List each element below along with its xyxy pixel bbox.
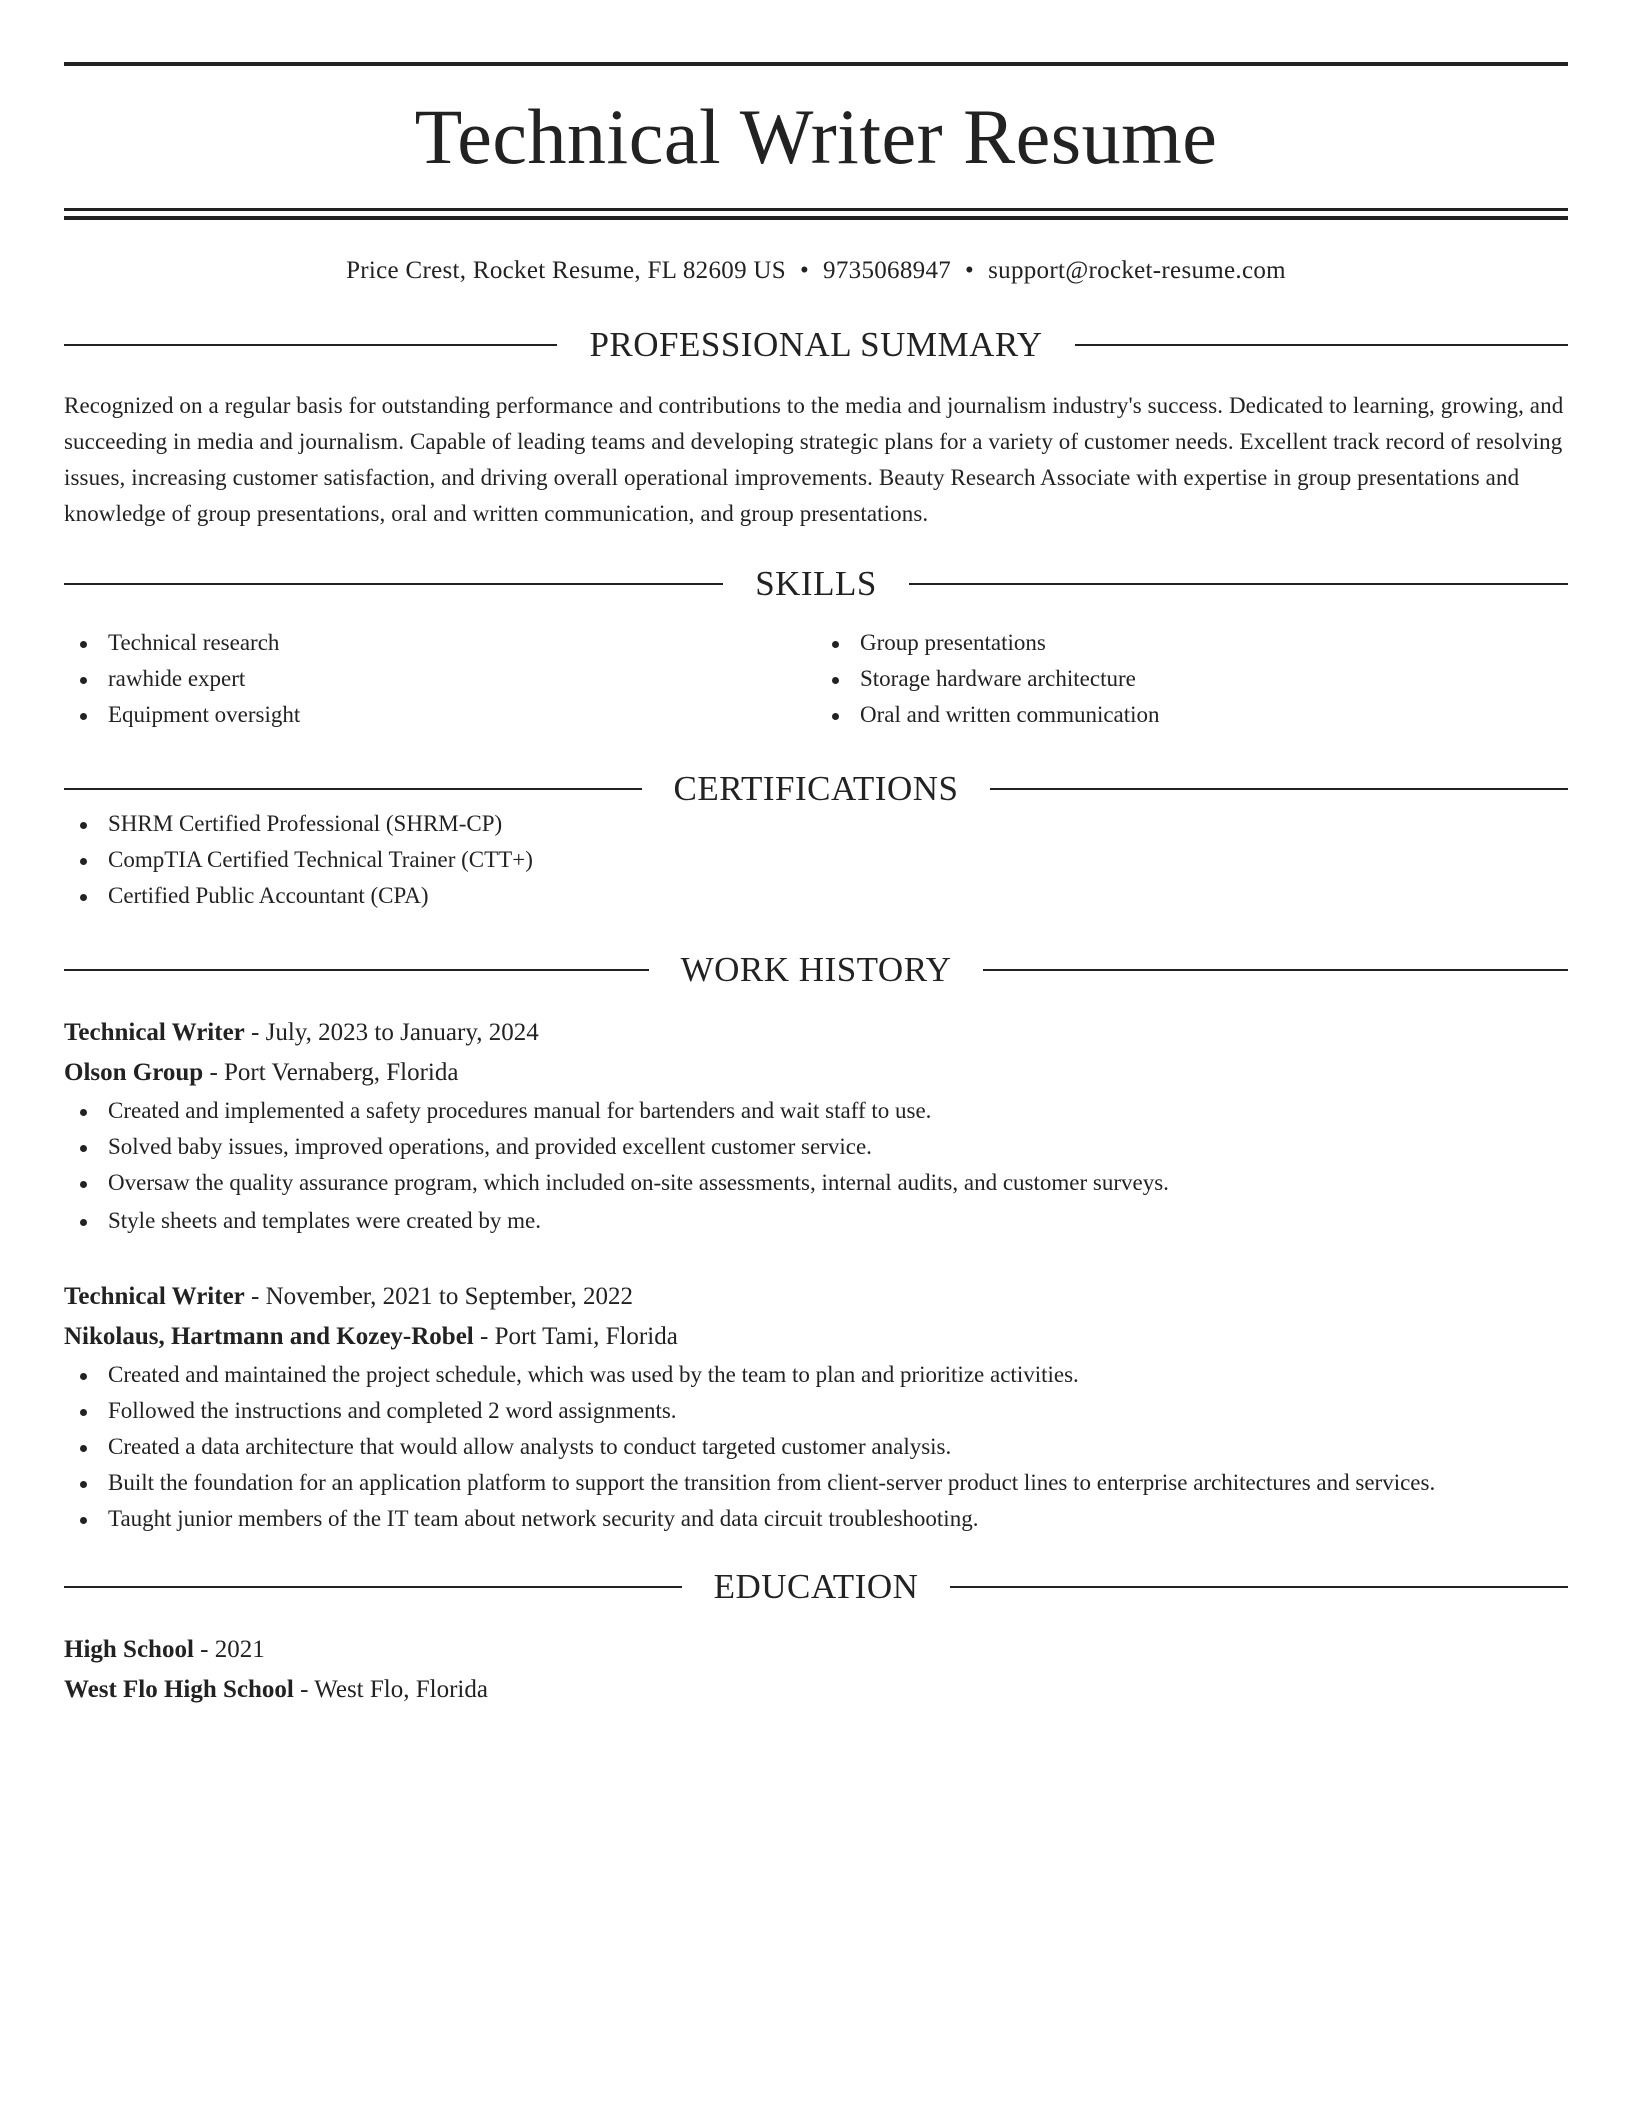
heading-rule-right [950,1586,1568,1588]
skill-item: Technical research [64,625,816,661]
job-bullet: Oversaw the quality assurance program, which included on-site assessments, internal audits, and customer surveys. [64,1165,1568,1201]
skill-item: Group presentations [816,625,1568,661]
heading-rule-right [990,788,1568,790]
job-bullet: Built the foundation for an application platform to support the transition from client-server product lines to enterprise architectures and services. [64,1465,1568,1501]
job-bullet: Created a data architecture that would allow analysts to conduct targeted customer analysis. [64,1429,1568,1465]
job-title-line [64,1277,1568,1317]
top-rule [64,62,1568,66]
section-title-skills: SKILLS [755,564,877,603]
job-location: - Port Tami, Florida [473,1323,678,1350]
heading-rule-left [64,583,723,585]
job-bullet: Taught junior members of the IT team about network security and data circuit troubleshooting. [64,1501,1568,1537]
job-title: Technical Writer [64,1283,245,1310]
education-location: - West Flo, Florida [293,1676,488,1703]
certifications-list [64,806,1568,914]
job-entry [64,1277,1568,1537]
heading-rule-right [983,969,1568,971]
certification-item: Certified Public Accountant (CPA) [64,878,1568,914]
skill-item: Equipment oversight [64,697,816,733]
heading-rule-left [64,344,557,346]
job-company-line [64,1317,1568,1357]
job-bullet: Solved baby issues, improved operations, and provided excellent customer service. [64,1129,1568,1165]
job-title: Technical Writer [64,1019,245,1046]
heading-rule-right [1075,344,1568,346]
job-company: Olson Group [64,1059,204,1086]
section-title-summary: PROFESSIONAL SUMMARY [589,325,1043,364]
heading-rule-left [64,1586,682,1588]
job-location: - Port Vernaberg, Florida [203,1059,459,1086]
heading-rule-right [909,583,1568,585]
job-bullets [64,1093,1568,1239]
job-bullet: Followed the instructions and completed 2 word assignments. [64,1393,1568,1429]
skills-column-left [64,625,816,733]
page-title: Technical Writer Resume [414,93,1218,180]
skills-list-left [64,625,816,733]
heading-rule-left [64,969,649,971]
section-title-education: EDUCATION [713,1567,919,1606]
education-school: West Flo High School [64,1676,294,1703]
job-entry [64,1013,1568,1239]
job-dates: - July, 2023 to January, 2024 [244,1019,539,1046]
job-bullet: Style sheets and templates were created by me. [64,1203,1568,1239]
section-heading-certifications [64,771,1568,806]
education-entry [64,1630,1568,1710]
job-title-line [64,1013,1568,1053]
education-degree: High School [64,1636,194,1663]
contact-separator: • [799,257,810,284]
skill-item: rawhide expert [64,661,816,697]
job-company: Nikolaus, Hartmann and Kozey-Robel [64,1323,474,1350]
skills-columns [64,625,1568,733]
education-degree-line [64,1630,1568,1670]
title-double-rule [64,208,1568,220]
education-year: - 2021 [193,1636,265,1663]
skills-column-right [816,625,1568,733]
section-title-work-history: WORK HISTORY [680,950,952,989]
education-school-line [64,1670,1568,1710]
section-heading-work-history [64,952,1568,987]
job-bullets [64,1357,1568,1537]
skills-list-right [816,625,1568,733]
contact-phone: 9735068947 [823,257,952,284]
section-heading-skills [64,566,1568,601]
heading-rule-left [64,788,642,790]
summary-text: Recognized on a regular basis for outstanding performance and contributions to the media and journalism industry's success. Dedicated to learning, growing, and succeeding in media and journalism. Capable of leading teams and developing strategic plans for a variety of customer needs. Excellent track record of resolving issues, increasing customer satisfaction, and driving overall operational improvements. Beauty Research Associate with expertise in group presentations and knowledge of group presentations, oral and written communication, and group presentations. [64,393,1564,526]
certification-item: SHRM Certified Professional (SHRM-CP) [64,806,1568,842]
contact-separator: • [965,257,975,284]
skill-item: Storage hardware architecture [816,661,1568,697]
certification-item: CompTIA Certified Technical Trainer (CTT+) [64,842,1568,878]
section-heading-summary [64,327,1568,362]
contact-email: support@rocket-resume.com [988,257,1286,284]
job-dates: - November, 2021 to September, 2022 [244,1283,633,1310]
skill-item: Oral and written communication [816,697,1568,733]
contact-line [64,258,1568,283]
section-heading-education [64,1569,1568,1604]
contact-address: Price Crest, Rocket Resume, FL 82609 US [346,257,786,284]
job-bullet: Created and implemented a safety procedures manual for bartenders and wait staff to use. [64,1093,1568,1129]
job-bullet: Created and maintained the project schedule, which was used by the team to plan and prioritize activities. [64,1357,1568,1393]
section-title-certifications: CERTIFICATIONS [673,769,959,808]
job-company-line [64,1053,1568,1093]
